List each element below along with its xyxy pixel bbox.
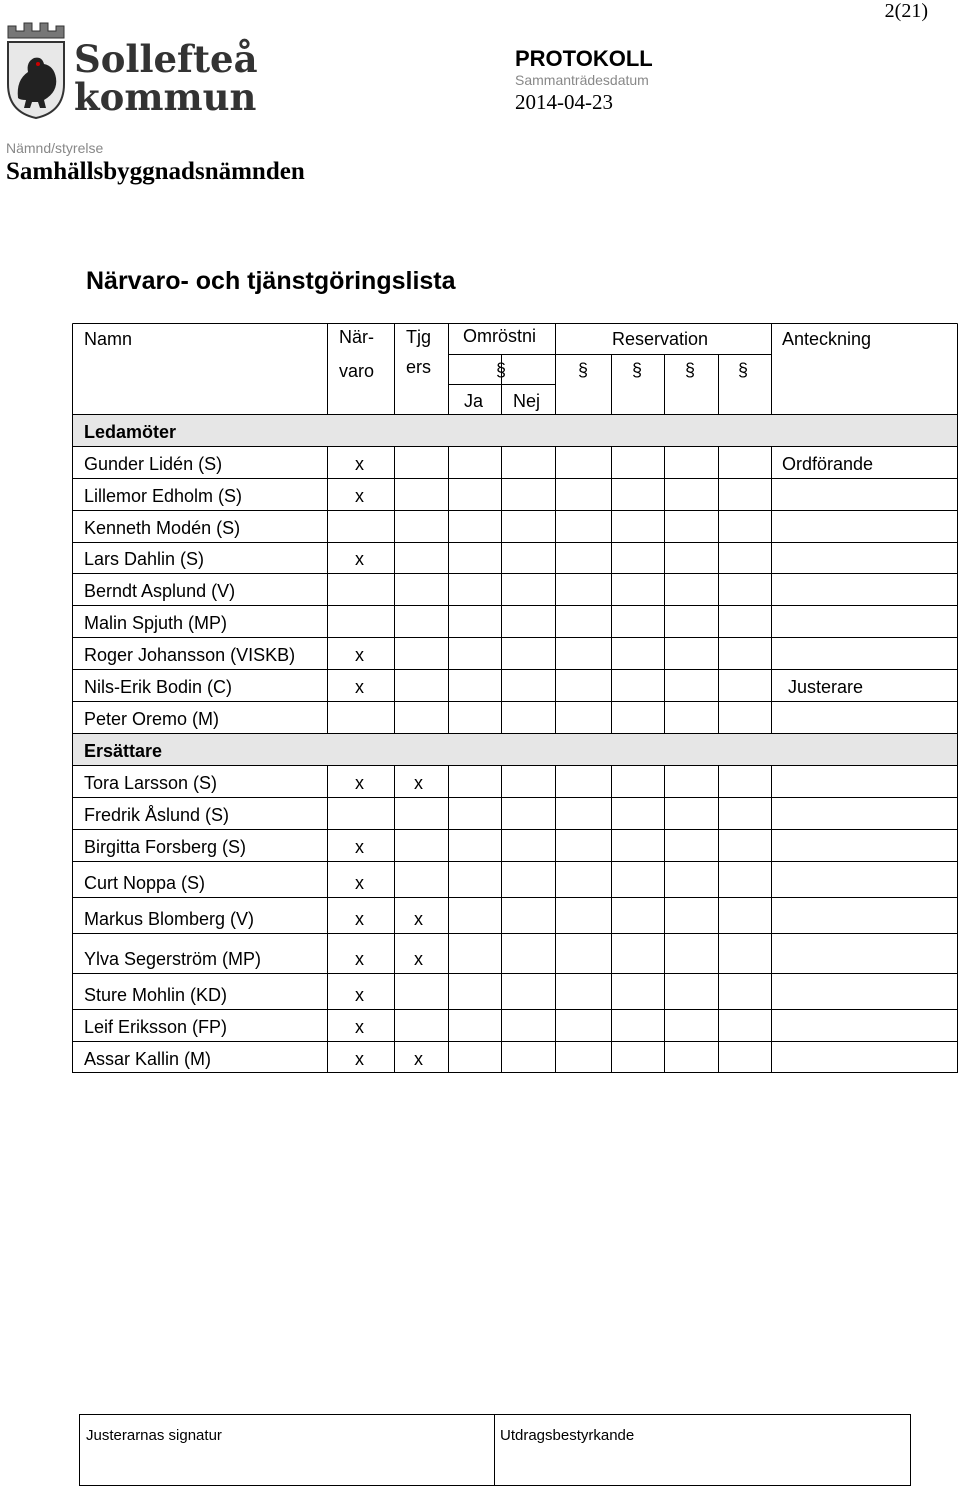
member-name: Ylva Segerström (MP) [84, 949, 262, 969]
member-note: Justerare [788, 677, 864, 697]
member-serving-mark: x [414, 773, 423, 793]
member-name: Malin Spjuth (MP) [84, 613, 228, 633]
member-name: Tora Larsson (S) [84, 773, 218, 793]
member-present-mark: x [355, 1017, 364, 1037]
attendance-table [72, 323, 958, 1073]
header-reservation-symbol-1: § [578, 360, 589, 380]
header-reservation-symbol-4: § [738, 360, 749, 380]
signature-box [79, 1414, 911, 1486]
header-note: Anteckning [782, 329, 872, 349]
group-heading: Ersättare [84, 741, 163, 761]
header-present-line2: varo [339, 361, 375, 381]
group-heading: Ledamöter [84, 422, 177, 442]
member-present-mark: x [355, 837, 364, 857]
member-serving-mark: x [414, 909, 423, 929]
member-name: Birgitta Forsberg (S) [84, 837, 247, 857]
group-row-background [73, 734, 957, 765]
member-name: Lars Dahlin (S) [84, 549, 205, 569]
header-present-line1: När- [339, 327, 374, 347]
logo-line-1: Sollefteå [74, 37, 258, 81]
group-row-background [73, 415, 957, 446]
header-serving-line2: ers [406, 357, 432, 377]
header-name: Namn [84, 329, 133, 349]
attendance-list-title: Närvaro- och tjänstgöringslista [86, 267, 456, 295]
signature-divider [494, 1415, 495, 1485]
page-number: 2(21) [884, 0, 928, 22]
member-present-mark: x [355, 1049, 364, 1069]
extract-certification-label: Utdragsbestyrkande [500, 1427, 635, 1444]
member-present-mark: x [355, 454, 364, 474]
member-present-mark: x [355, 773, 364, 793]
header-reservation-symbol-2: § [632, 360, 643, 380]
member-name: Peter Oremo (M) [84, 709, 220, 729]
member-note: Ordförande [782, 454, 874, 474]
member-name: Fredrik Åslund (S) [84, 805, 230, 825]
header-vote-symbol: § [496, 360, 507, 380]
member-name: Sture Mohlin (KD) [84, 985, 228, 1005]
member-name: Assar Kallin (M) [84, 1049, 212, 1069]
meeting-date: 2014-04-23 [515, 90, 613, 114]
member-present-mark: x [355, 486, 364, 506]
header-reservation: Reservation [612, 329, 709, 349]
member-present-mark: x [355, 949, 364, 969]
member-name: Nils-Erik Bodin (C) [84, 677, 233, 697]
member-name: Markus Blomberg (V) [84, 909, 255, 929]
header-vote-yes: Ja [464, 391, 484, 411]
member-serving-mark: x [414, 1049, 423, 1069]
protocol-title: PROTOKOLL [515, 46, 653, 71]
member-name: Lillemor Edholm (S) [84, 486, 243, 506]
member-present-mark: x [355, 549, 364, 569]
member-serving-mark: x [414, 949, 423, 969]
municipality-coat-of-arms-icon [4, 20, 68, 120]
member-name: Gunder Lidén (S) [84, 454, 223, 474]
logo-line-2: kommun [74, 75, 257, 119]
header-serving-line1: Tjg [406, 327, 432, 347]
member-present-mark: x [355, 645, 364, 665]
member-name: Roger Johansson (VISKB) [84, 645, 296, 665]
member-name: Berndt Asplund (V) [84, 581, 236, 601]
member-name: Kenneth Modén (S) [84, 518, 241, 538]
meeting-date-label: Sammanträdesdatum [515, 72, 649, 88]
member-name: Leif Eriksson (FP) [84, 1017, 228, 1037]
board-name: Samhällsbyggnadsnämnden [6, 158, 305, 185]
header-reservation-symbol-3: § [685, 360, 696, 380]
header-vote-no: Nej [513, 391, 541, 411]
board-label: Nämnd/styrelse [6, 140, 104, 156]
municipality-logo-text [74, 37, 258, 119]
member-present-mark: x [355, 677, 364, 697]
member-present-mark: x [355, 873, 364, 893]
member-present-mark: x [355, 985, 364, 1005]
member-present-mark: x [355, 909, 364, 929]
adjusters-signature-label: Justerarnas signatur [86, 1427, 222, 1444]
header-vote: Omröstni [463, 326, 537, 346]
member-name: Curt Noppa (S) [84, 873, 206, 893]
